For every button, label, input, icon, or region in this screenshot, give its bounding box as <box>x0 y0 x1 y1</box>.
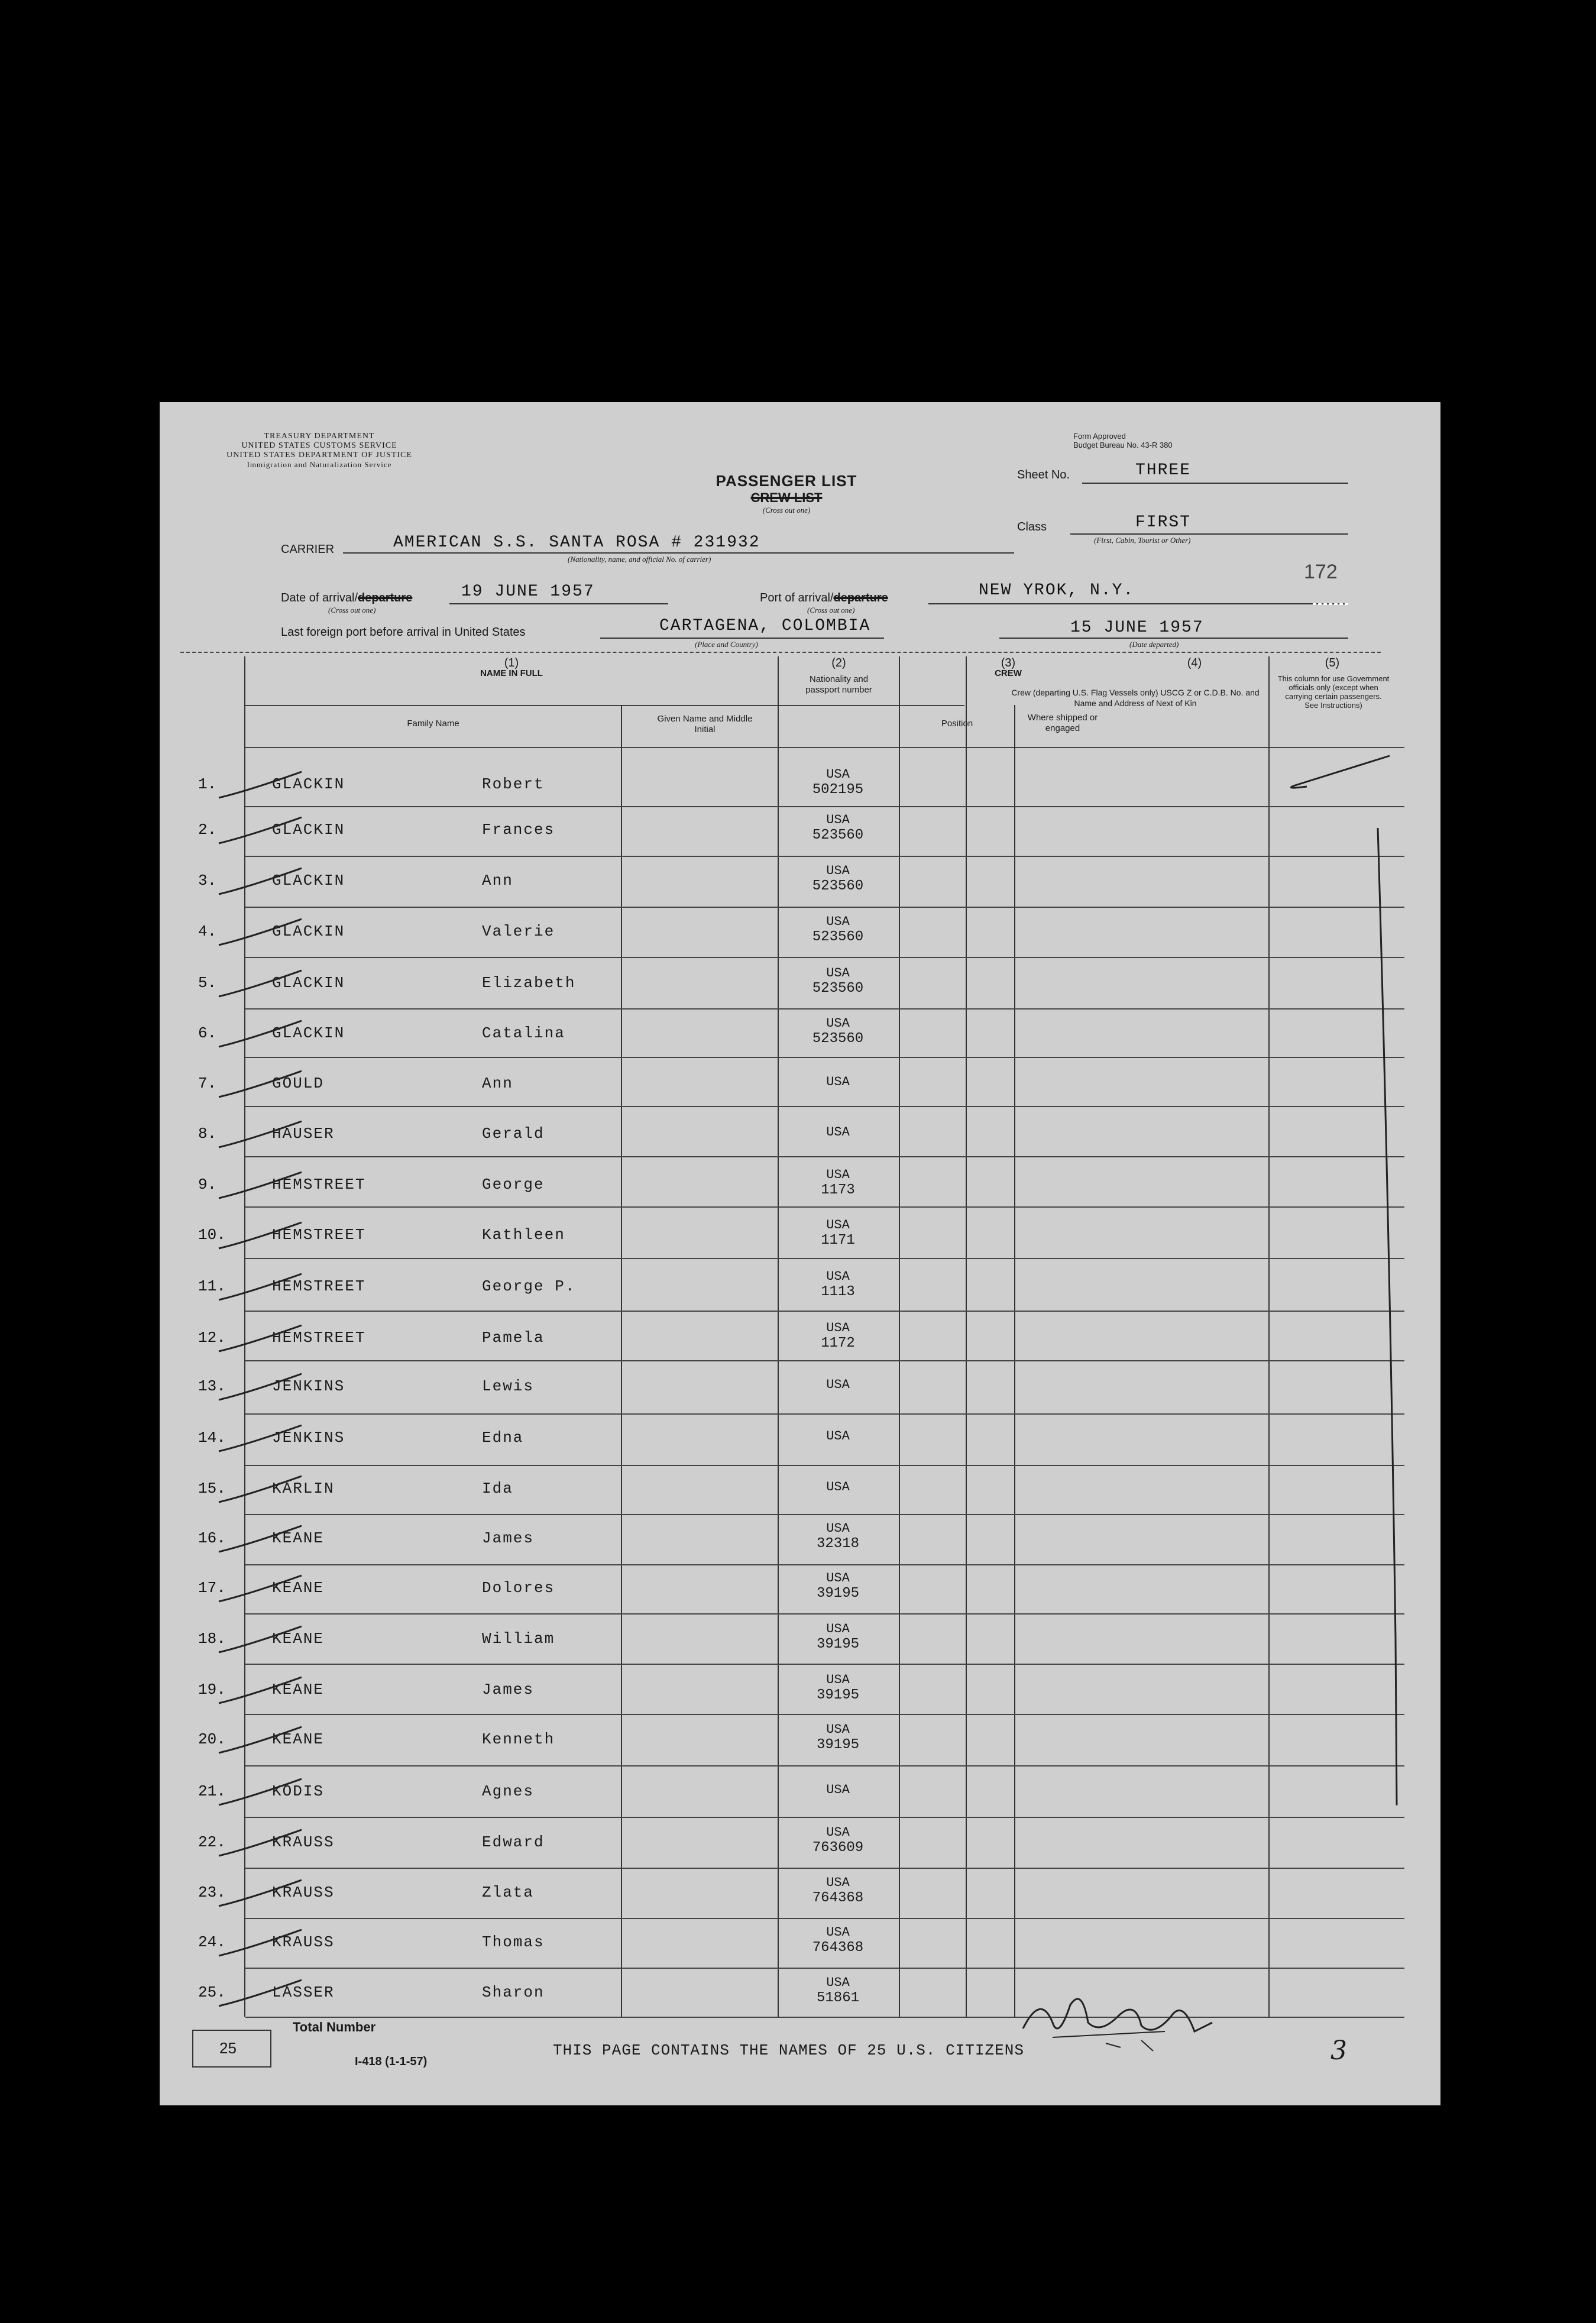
port-label <box>760 591 888 605</box>
row-number: 18. <box>198 1630 226 1648</box>
row-number: 12. <box>198 1329 226 1347</box>
nationality-passport <box>779 1571 897 1601</box>
nationality-passport <box>779 1722 897 1753</box>
arrival-label-text: Date of arrival/ <box>281 591 358 604</box>
passport-number: 523560 <box>812 827 864 843</box>
col3-title: CREW <box>995 668 1022 678</box>
col1-num: (1) <box>504 656 519 669</box>
nationality: USA <box>826 1480 850 1494</box>
col2-title: Nationality and passport number <box>805 674 872 695</box>
row-number: 9. <box>198 1176 217 1193</box>
family-name: KRAUSS <box>272 1833 335 1851</box>
col4-header <box>1124 658 1265 668</box>
pen-check-mark <box>213 1722 307 1758</box>
document-page <box>160 402 1440 2105</box>
row-rule <box>245 1156 1404 1157</box>
table-bottom-rule <box>245 2017 1404 2018</box>
row-number: 20. <box>198 1730 226 1748</box>
nationality-passport <box>779 1672 897 1703</box>
pen-check-mark <box>213 1218 307 1253</box>
row-rule <box>245 1311 1404 1312</box>
nationality: USA <box>826 1321 850 1335</box>
nationality-passport <box>779 1218 897 1248</box>
pen-check-mark <box>213 1875 307 1911</box>
passport-number: 1171 <box>821 1232 855 1248</box>
nationality: USA <box>826 1722 850 1737</box>
page-title: PASSENGER LIST <box>716 472 857 490</box>
passport-number: 1173 <box>821 1182 855 1198</box>
given-name: Edward <box>482 1833 545 1851</box>
given-name: George <box>482 1176 545 1193</box>
departed-value: 15 JUNE 1957 <box>1070 619 1204 637</box>
given-name: Ida <box>482 1480 513 1497</box>
row-number: 16. <box>198 1529 226 1547</box>
sheet-underline <box>1082 483 1348 484</box>
last-port-underline <box>600 638 884 639</box>
given-name: Valerie <box>482 923 555 940</box>
nationality: USA <box>826 1218 850 1232</box>
nationality: USA <box>826 1075 850 1089</box>
class-hint: (First, Cabin, Tourist or Other) <box>1094 536 1191 545</box>
row-number: 10. <box>198 1226 226 1244</box>
nationality-passport <box>779 1429 897 1444</box>
passport-number: 1172 <box>821 1335 855 1351</box>
citizens-statement: THIS PAGE CONTAINS THE NAMES OF 25 U.S. CITIZENS <box>553 2041 1024 2059</box>
row-number: 4. <box>198 923 217 940</box>
passport-number: 39195 <box>816 1687 859 1703</box>
given-name: Catalina <box>482 1024 565 1042</box>
row-rule <box>245 1664 1404 1665</box>
row-number: 24. <box>198 1933 226 1951</box>
family-name: HEMSTREET <box>272 1226 366 1244</box>
pen-check-mark <box>213 1521 307 1557</box>
passport-number: 523560 <box>812 1031 864 1047</box>
row-number: 14. <box>198 1429 226 1447</box>
nationality-passport <box>779 966 897 997</box>
nationality: USA <box>826 1521 850 1536</box>
family-name: GLACKIN <box>272 775 345 793</box>
pen-check-mark <box>213 1016 307 1052</box>
row-number: 3. <box>198 872 217 889</box>
family-name: KODIS <box>272 1782 325 1800</box>
pen-check-mark <box>213 1471 307 1507</box>
row-number: 25. <box>198 1984 226 2001</box>
given-name: Ann <box>482 1075 513 1092</box>
crew-list-struck: CREW LIST <box>750 490 823 505</box>
passport-number: 523560 <box>812 981 864 997</box>
nationality-passport <box>779 1075 897 1090</box>
col5-title: This column for use Government officials only (except when carrying certain passengers. See Instructions) <box>1277 674 1390 710</box>
header-bottom-rule <box>245 747 1404 748</box>
row-rule <box>245 1057 1404 1058</box>
given-name: Agnes <box>482 1782 535 1800</box>
row-number: 11. <box>198 1277 226 1295</box>
family-name: KEANE <box>272 1529 325 1547</box>
pen-check-mark <box>213 966 307 1001</box>
form-number: I-418 (1-1-57) <box>355 2055 428 2068</box>
family-name: GLACKIN <box>272 923 345 940</box>
nationality-passport <box>779 1782 897 1798</box>
nationality-passport <box>779 1622 897 1652</box>
pen-check-mark <box>213 1066 307 1102</box>
nationality: USA <box>826 767 850 782</box>
port-value: NEW YROK, N.Y. <box>979 581 1135 600</box>
col4-num: (4) <box>1187 656 1202 669</box>
class-underline <box>1070 533 1348 535</box>
divider-kin-official <box>1268 656 1270 2017</box>
row-number: 19. <box>198 1681 226 1698</box>
nationality-passport <box>779 1480 897 1495</box>
given-name: Gerald <box>482 1125 545 1143</box>
col2-num: (2) <box>831 656 846 669</box>
arrival-struck: departure <box>358 591 413 604</box>
nationality: USA <box>826 1782 850 1797</box>
pen-check-mark <box>213 1774 307 1810</box>
nationality-passport <box>779 1875 897 1906</box>
row-rule <box>245 957 1404 958</box>
nationality-passport <box>779 767 897 798</box>
pen-check-mark <box>213 1117 307 1152</box>
class-label: Class <box>1017 520 1047 533</box>
row-rule <box>245 806 1404 807</box>
table-top-rule <box>180 652 1381 653</box>
passport-number: 764368 <box>812 1890 864 1906</box>
passport-number: 502195 <box>812 782 864 798</box>
row-rule <box>245 1413 1404 1415</box>
nationality: USA <box>826 914 850 929</box>
family-name: KEANE <box>272 1730 325 1748</box>
passport-number: 39195 <box>816 1737 859 1753</box>
form-approval <box>1073 432 1173 449</box>
nationality: USA <box>826 1269 850 1284</box>
nationality: USA <box>826 1016 850 1031</box>
row-number: 6. <box>198 1024 217 1042</box>
family-name: KRAUSS <box>272 1884 335 1901</box>
nationality: USA <box>826 1875 850 1890</box>
passport-number: 764368 <box>812 1940 864 1956</box>
given-name: Thomas <box>482 1933 545 1951</box>
row-number: 5. <box>198 974 217 992</box>
nationality: USA <box>826 1429 850 1444</box>
nationality: USA <box>826 1125 850 1140</box>
given-name: Lewis <box>482 1377 535 1395</box>
cross-out-hint: (Cross out one) <box>762 506 811 515</box>
nationality-passport <box>779 1269 897 1300</box>
port-underline <box>928 603 1348 604</box>
pen-check-mark <box>213 1925 307 1960</box>
total-box <box>192 2030 271 2068</box>
arrival-label <box>281 591 412 605</box>
nationality: USA <box>826 1672 850 1687</box>
divider-nat-crew <box>899 656 900 2017</box>
given-name: Dolores <box>482 1579 555 1597</box>
nationality-passport <box>779 1377 897 1393</box>
col5-num: (5) <box>1325 656 1340 669</box>
row-rule <box>245 1868 1404 1869</box>
given-name: Ann <box>482 872 513 889</box>
officer-signature <box>1017 1981 1230 2058</box>
header-split-crew <box>748 705 964 706</box>
family-name: JENKINS <box>272 1377 345 1395</box>
given-name: Sharon <box>482 1984 545 2001</box>
total-value: 25 <box>219 2039 237 2057</box>
nationality: USA <box>826 863 850 878</box>
given-name: James <box>482 1681 535 1698</box>
last-port-hint: (Place and Country) <box>695 640 758 649</box>
row-number: 2. <box>198 821 217 839</box>
port-struck: departure <box>833 591 888 604</box>
family-name: GLACKIN <box>272 821 345 839</box>
header-split-name <box>245 705 784 706</box>
pen-check-mark <box>213 1421 307 1456</box>
nationality: USA <box>826 1925 850 1940</box>
carrier-hint: (Nationality, name, and official No. of carrier) <box>568 555 711 564</box>
port-label-text: Port of arrival/ <box>760 591 834 604</box>
row-number: 1. <box>198 775 217 793</box>
given-name: Robert <box>482 775 545 793</box>
pen-check-mark <box>213 1825 307 1861</box>
given-name: William <box>482 1630 555 1648</box>
row-rule <box>245 1258 1404 1259</box>
col1-header <box>245 658 778 679</box>
row-number: 22. <box>198 1833 226 1851</box>
row-rule <box>245 1008 1404 1010</box>
last-port-label: Last foreign port before arrival in United States <box>281 626 526 639</box>
nationality: USA <box>826 1622 850 1636</box>
last-port-value: CARTAGENA, COLOMBIA <box>659 617 871 635</box>
row-rule <box>245 1206 1404 1208</box>
given-name: Pamela <box>482 1329 545 1347</box>
family-name: KARLIN <box>272 1480 335 1497</box>
given-name: James <box>482 1529 535 1547</box>
row-rule <box>245 1514 1404 1515</box>
col3-where-header: Where shipped or engaged <box>1027 713 1098 733</box>
page-mark: 3 <box>1330 2036 1347 2066</box>
pen-check-mark <box>213 1321 307 1356</box>
passport-number: 51861 <box>816 1990 859 2006</box>
row-rule <box>245 907 1404 908</box>
nationality: USA <box>826 813 850 827</box>
arrival-underline <box>449 603 668 604</box>
family-name: KRAUSS <box>272 1933 335 1951</box>
treasury-line: TREASURY DEPARTMENT <box>264 432 375 441</box>
nationality-passport <box>779 1321 897 1351</box>
family-name: LASSER <box>272 1984 335 2001</box>
family-name: HEMSTREET <box>272 1277 366 1295</box>
row-rule <box>245 1817 1404 1818</box>
row-number: 7. <box>198 1075 217 1092</box>
ins-line: Immigration and Naturalization Service <box>247 460 392 469</box>
form-approved-line: Form Approved <box>1073 432 1126 441</box>
pen-check-mark <box>213 1672 307 1708</box>
col1-title: NAME IN FULL <box>480 668 543 678</box>
family-name: KEANE <box>272 1681 325 1698</box>
nationality: USA <box>826 1377 850 1392</box>
given-name: Elizabeth <box>482 974 576 992</box>
given-name: Frances <box>482 821 555 839</box>
justice-line: UNITED STATES DEPARTMENT OF JUSTICE <box>226 451 412 460</box>
stamp-number: 172 <box>1304 561 1338 583</box>
pen-check-mark <box>213 1571 307 1606</box>
passport-number: 1113 <box>821 1284 855 1300</box>
pen-check-mark <box>213 767 307 803</box>
nationality-passport <box>779 1925 897 1956</box>
family-name: HAUSER <box>272 1125 335 1143</box>
nationality-passport <box>779 1825 897 1856</box>
pen-check-mark <box>213 1622 307 1657</box>
row-rule <box>245 856 1404 857</box>
row-rule <box>245 1918 1404 1919</box>
row-rule <box>245 1564 1404 1565</box>
col1-given-header: Given Name and Middle Initial <box>657 714 753 735</box>
pen-check-mark <box>213 914 307 950</box>
pen-check-mark <box>213 1975 307 2011</box>
passport-number: 763609 <box>812 1840 864 1856</box>
row-number: 15. <box>198 1480 226 1497</box>
pen-check-mark <box>213 1269 307 1305</box>
nationality: USA <box>826 1825 850 1840</box>
budget-line: Budget Bureau No. 43-R 380 <box>1073 441 1173 449</box>
agency-header <box>195 432 443 470</box>
given-name: George P. <box>482 1277 576 1295</box>
list-title-block <box>698 472 875 515</box>
given-name: Edna <box>482 1429 524 1447</box>
departed-underline <box>999 638 1348 639</box>
col5-header <box>1270 658 1395 668</box>
carrier-label: CARRIER <box>281 543 335 556</box>
row-number: 21. <box>198 1782 226 1800</box>
col3-header <box>900 658 1116 679</box>
nationality: USA <box>826 1975 850 1990</box>
pen-check-mark <box>213 1369 307 1405</box>
pen-check-mark <box>213 1167 307 1203</box>
col2-header <box>779 658 899 695</box>
row-rule <box>245 1465 1404 1466</box>
port-hint: (Cross out one) <box>807 606 855 614</box>
passport-number: 523560 <box>812 929 864 945</box>
nationality-passport <box>779 1167 897 1198</box>
family-name: GOULD <box>272 1075 325 1092</box>
row-rule <box>245 1714 1404 1715</box>
nationality-passport <box>779 914 897 945</box>
col1-family-header: Family Name <box>407 719 459 729</box>
given-name: Zlata <box>482 1884 535 1901</box>
nationality-passport <box>779 1125 897 1140</box>
family-name: KEANE <box>272 1579 325 1597</box>
row-number: 13. <box>198 1377 226 1395</box>
family-name: HEMSTREET <box>272 1329 366 1347</box>
row-rule <box>245 1106 1404 1107</box>
row-rule <box>245 1613 1404 1615</box>
nationality: USA <box>826 1167 850 1182</box>
sheet-value: THREE <box>1135 461 1192 480</box>
family-name: GLACKIN <box>272 1024 345 1042</box>
family-name: KEANE <box>272 1630 325 1648</box>
arrival-value: 19 JUNE 1957 <box>461 583 595 601</box>
official-check-marks <box>1271 751 1401 2005</box>
passport-number: 32318 <box>816 1536 859 1552</box>
col4-title: Crew (departing U.S. Flag Vessels only) USCG Z or C.D.B. No. and Name and Address of Next of Kin <box>1011 688 1260 708</box>
nationality-passport <box>779 1975 897 2006</box>
customs-line: UNITED STATES CUSTOMS SERVICE <box>241 441 397 450</box>
pen-check-mark <box>213 813 307 848</box>
row-rule <box>245 1968 1404 1969</box>
total-label: Total Number <box>293 2020 376 2034</box>
passport-number: 523560 <box>812 878 864 894</box>
family-name: GLACKIN <box>272 974 345 992</box>
departed-hint: (Date departed) <box>1129 640 1179 649</box>
col3-num: (3) <box>1001 656 1016 669</box>
family-name: GLACKIN <box>272 872 345 889</box>
carrier-value: AMERICAN S.S. SANTA ROSA # 231932 <box>393 533 760 552</box>
divider-crew-kin <box>966 656 967 2017</box>
edge-mark <box>1313 601 1348 605</box>
nationality: USA <box>826 966 850 981</box>
nationality-passport <box>779 1016 897 1047</box>
row-number: 8. <box>198 1125 217 1143</box>
pen-check-mark <box>213 863 307 899</box>
nationality-passport <box>779 1521 897 1552</box>
given-name: Kenneth <box>482 1730 555 1748</box>
class-value: FIRST <box>1135 513 1192 532</box>
arrival-hint: (Cross out one) <box>328 606 376 614</box>
row-number: 23. <box>198 1884 226 1901</box>
col3-position-header: Position <box>941 719 973 729</box>
carrier-underline <box>343 552 1014 554</box>
nationality-passport <box>779 813 897 843</box>
family-name: JENKINS <box>272 1429 345 1447</box>
row-rule <box>245 1765 1404 1766</box>
row-number: 17. <box>198 1579 226 1597</box>
given-name: Kathleen <box>482 1226 565 1244</box>
sheet-label: Sheet No. <box>1017 468 1070 481</box>
nationality-passport <box>779 863 897 894</box>
passport-number: 39195 <box>816 1586 859 1601</box>
row-rule <box>245 1360 1404 1361</box>
passport-number: 39195 <box>816 1636 859 1652</box>
family-name: HEMSTREET <box>272 1176 366 1193</box>
nationality: USA <box>826 1571 850 1586</box>
